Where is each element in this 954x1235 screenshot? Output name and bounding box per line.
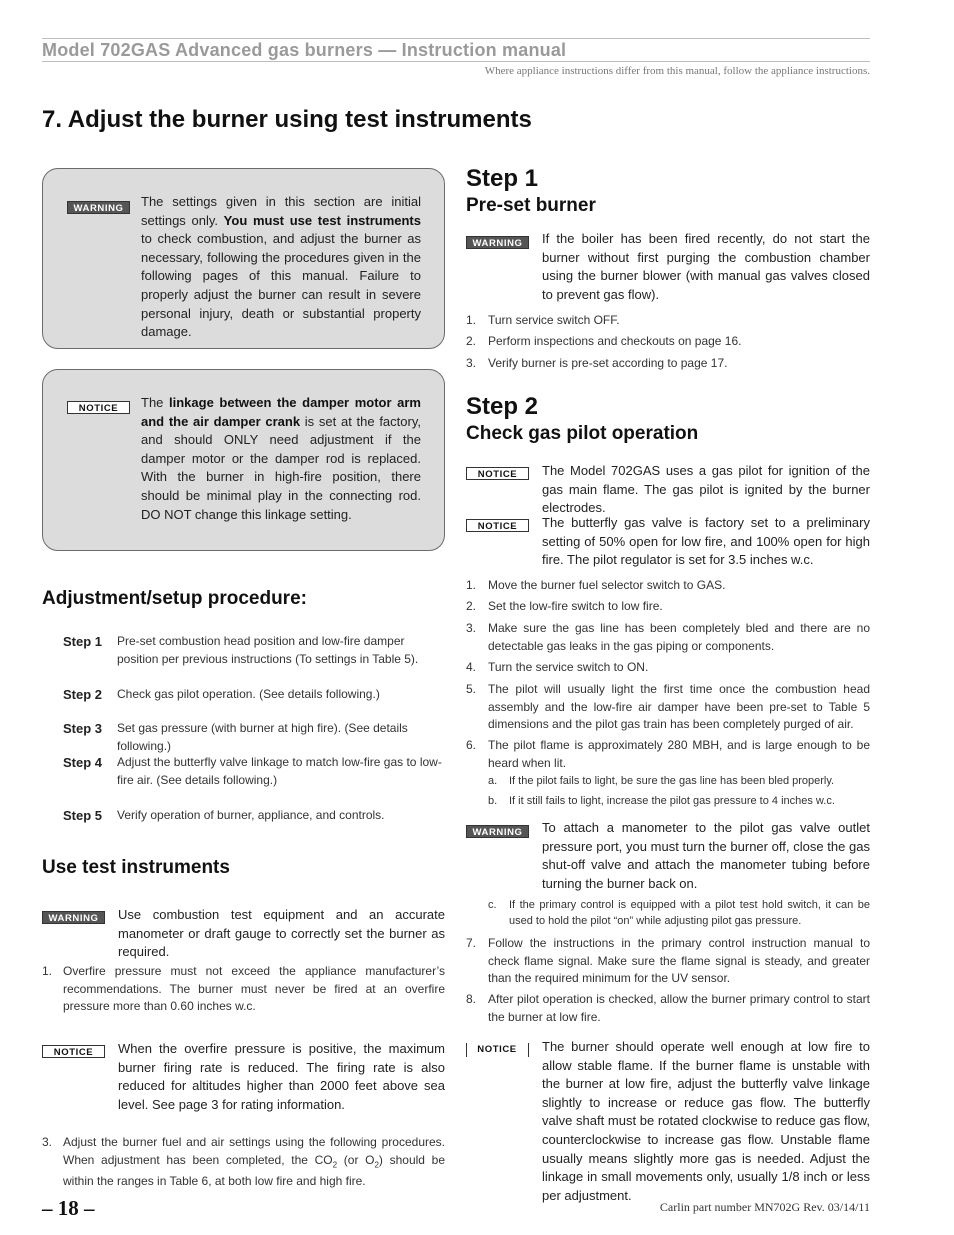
procedure-step-label: Step 5 (63, 808, 103, 823)
procedure-step (63, 633, 447, 673)
procedure-step (63, 754, 447, 794)
procedure-step-text: Check gas pilot operation. (See details following.) (117, 687, 380, 701)
list-item-text: Move the burner fuel selector switch to GAS. (488, 578, 726, 592)
notice-badge: NOTICE (42, 1045, 105, 1058)
manual-subtitle: Where appliance instructions differ from this manual, follow the appliance instructions. (484, 65, 870, 77)
page-number: – 18 – (42, 1196, 95, 1220)
notice-bracket (466, 1043, 529, 1057)
list-item-number: 1. (42, 964, 53, 978)
list-item-text: Adjust the burner fuel and air settings using the following procedures. When adjustment has been completed, the $CO_2$ (or $O_2$) should be within the ranges in Table 6, at both low fire and high fire. (63, 1135, 446, 1189)
procedure-step (63, 720, 447, 753)
notice-callout (42, 369, 445, 551)
list-item (42, 1134, 445, 1188)
procedure-step-label: Step 3 (63, 721, 103, 736)
list-item: 6. The pilot flame is approximately 280 MBH, and is large enough to be heard when lit. (466, 737, 870, 773)
list-item-text: The pilot will usually light the first time once the combustion head assembly and the low-fire air damper have been pre-set to Table 5 dimensions and the pilot gas train has been completely purged of air. (488, 682, 870, 731)
test-notice-text: When the overfire pressure is positive, the maximum burner firing rate is reduced. The firing rate is also reduced for altitudes higher than 2000 feet above sea level. See page 3 for rating information. (118, 1041, 445, 1112)
list-item-text: Turn service switch OFF. (488, 313, 620, 327)
step2-title: Step 2 (466, 393, 539, 420)
warning-callout-text: The settings given in this section are initial settings only. You must use test instruments to check combustion, and adjust the burner as necessary, following the procedures given in the following pages of this manual. Failure to properly adjust the burner can result in severe personal injury, death or substantial property damage. (141, 194, 421, 340)
manual-title: Model 702GAS Advanced gas burners — Instruction manual (42, 40, 567, 60)
step1-subtitle: Pre-set burner (466, 195, 596, 216)
test-warning-text: Use combustion test equipment and an accurate manometer or draft gauge to correctly set the burner as required. (118, 907, 445, 960)
warning-badge: WARNING (42, 911, 105, 924)
procedure-step-text: Set gas pressure (with burner at high fire). (See details following.) (117, 721, 408, 753)
part-number: Carlin part number MN702G Rev. 03/14/11 (659, 1200, 870, 1214)
pilot-warning-text: To attach a manometer to the pilot gas valve outlet pressure port, you must turn the burner off, close the gas shut-off valve and attach the manometer tubing before turning the burner back on. (542, 820, 870, 891)
list-item: 3. Make sure the gas line has been completely bled and there are no detectable gas leaks in the gas piping or components. (466, 620, 870, 656)
procedure-step-text: Adjust the butterfly valve linkage to match low-fire gas to low-fire air. (See details following.) (117, 755, 442, 787)
section-title: 7. Adjust the burner using test instruments (42, 106, 532, 133)
notice-badge: NOTICE (477, 1044, 517, 1055)
step2-notice-text: The Model 702GAS uses a gas pilot for ignition of the gas main flame. The gas pilot is ignited by the burner electrodes. (542, 463, 870, 516)
list-item-text: Make sure the gas line has been completely bled and there are no detectable gas leaks in the gas piping or components. (488, 621, 870, 653)
sub-list-item: b. If it still fails to light, increase the pilot gas pressure to 4 inches w.c. (488, 793, 870, 809)
list-item: 3. Verify burner is pre-set according to page 17. (466, 355, 870, 373)
list-item-text: If the pilot fails to light, be sure the gas line has been bled properly. (509, 775, 835, 787)
procedure-step-label: Step 4 (63, 755, 103, 770)
header-rule-top (42, 38, 870, 39)
warning-callout (42, 168, 445, 349)
list-item: 7. Follow the instructions in the primary control instruction manual to check flame signal. Make sure the flame signal is steady, and greater than the required minimum for the UV sensor. (466, 935, 870, 989)
list-item: 2. Set the low-fire switch to low fire. (466, 598, 870, 616)
list-item-text: Verify burner is pre-set according to page 17. (488, 356, 728, 370)
list-item-text: If the primary control is equipped with a pilot test hold switch, it can be used to hold the pilot “on” while adjusting pilot gas pressure. (509, 899, 870, 927)
procedure-step-label: Step 2 (63, 687, 103, 702)
procedure-step (63, 807, 447, 827)
procedure-heading: Adjustment/setup procedure: (42, 588, 307, 609)
procedure-step (63, 686, 447, 706)
notice-badge: NOTICE (466, 519, 529, 532)
list-item-text: Set the low-fire switch to low fire. (488, 599, 663, 613)
procedure-step-text: Verify operation of burner, appliance, and controls. (117, 808, 385, 822)
list-item: 8. After pilot operation is checked, allow the burner primary control to start the burner at low fire. (466, 991, 870, 1027)
list-item-text: The pilot flame is approximately 280 MBH, and is large enough to be heard when lit. (488, 738, 870, 770)
test-instruments-heading: Use test instruments (42, 857, 230, 878)
notice-callout-text: The linkage between the damper motor arm and the air damper crank is set at the factory, and should ONLY need adjustment if the damper motor or the damper rod is replaced. With the burner in high-fire position, there should be minimal play in the connecting rod. DO NOT change this linkage setting. (141, 395, 421, 522)
warning-badge: WARNING (466, 825, 529, 838)
final-notice-text: The burner should operate well enough at low fire to allow stable flame. If the burner flame is unstable with the burner at low fire, adjust the butterfly valve linkage slightly to increase or reduce gas flow. The butterfly valve shaft must be rotated clockwise to reduce gas flow, counterclockwise to increase gas flow. Unstable flame usually means slightly more gas is needed. Adjust the linkage in small movements only, usually 1/8 inch or less per adjustment. (542, 1039, 870, 1203)
procedure-step-text: Pre-set combustion head position and low-fire damper position per previous instructions (To settings in Table 5). (117, 634, 419, 666)
sub-list-item: c. If the primary control is equipped with a pilot test hold switch, it can be used to hold the pilot “on” while adjusting pilot gas pressure. (488, 899, 870, 927)
list-item-text: If it still fails to light, increase the pilot gas pressure to 4 inches w.c. (509, 795, 835, 807)
list-item: 5. The pilot will usually light the first time once the combustion head assembly and the low-fire air damper have been pre-set to Table 5 dimensions and the pilot gas train has been completely purged of air. (466, 681, 870, 735)
warning-badge: WARNING (67, 201, 130, 214)
list-item: 1. Turn service switch OFF. (466, 312, 870, 330)
notice-badge: NOTICE (466, 467, 529, 480)
list-item-text: Turn the service switch to ON. (488, 660, 649, 674)
list-item: 1. Move the burner fuel selector switch to GAS. (466, 577, 870, 595)
notice-badge: NOTICE (67, 401, 130, 414)
warning-badge: WARNING (466, 236, 529, 249)
step1-warning-text: If the boiler has been fired recently, do not start the burner without first purging the combustion chamber using the burner blower (with manual gas valves closed to prevent gas flow). (542, 231, 870, 302)
list-item-text: After pilot operation is checked, allow the burner primary control to start the burner at low fire. (488, 992, 870, 1024)
step2-subtitle: Check gas pilot operation (466, 423, 699, 444)
list-item-text: Follow the instructions in the primary control instruction manual to check flame signal. Make sure the flame signal is steady, and greater than the required minimum for the UV sensor. (488, 936, 870, 985)
list-item-number: 3. (42, 1135, 53, 1149)
header-rule-bottom (42, 61, 870, 62)
list-item: 2. Perform inspections and checkouts on page 16. (466, 333, 870, 351)
procedure-step-label: Step 1 (63, 634, 103, 649)
sub-list-item: a. If the pilot fails to light, be sure the gas line has been bled properly. (488, 773, 870, 789)
list-item-text: Overfire pressure must not exceed the appliance manufacturer’s recommendations. The burner must never be fired at an overfire pressure more than 0.60 inches w.c. (63, 964, 445, 1013)
list-item: 4. Turn the service switch to ON. (466, 659, 870, 677)
step2-notice-text: The butterfly gas valve is factory set to a preliminary setting of 50% open for low fire, and 100% open for high fire. The pilot regulator is set for 3.5 inches w.c. (542, 515, 870, 568)
step1-title: Step 1 (466, 165, 539, 192)
list-item (42, 963, 445, 1017)
list-item-text: Perform inspections and checkouts on page 16. (488, 334, 742, 348)
